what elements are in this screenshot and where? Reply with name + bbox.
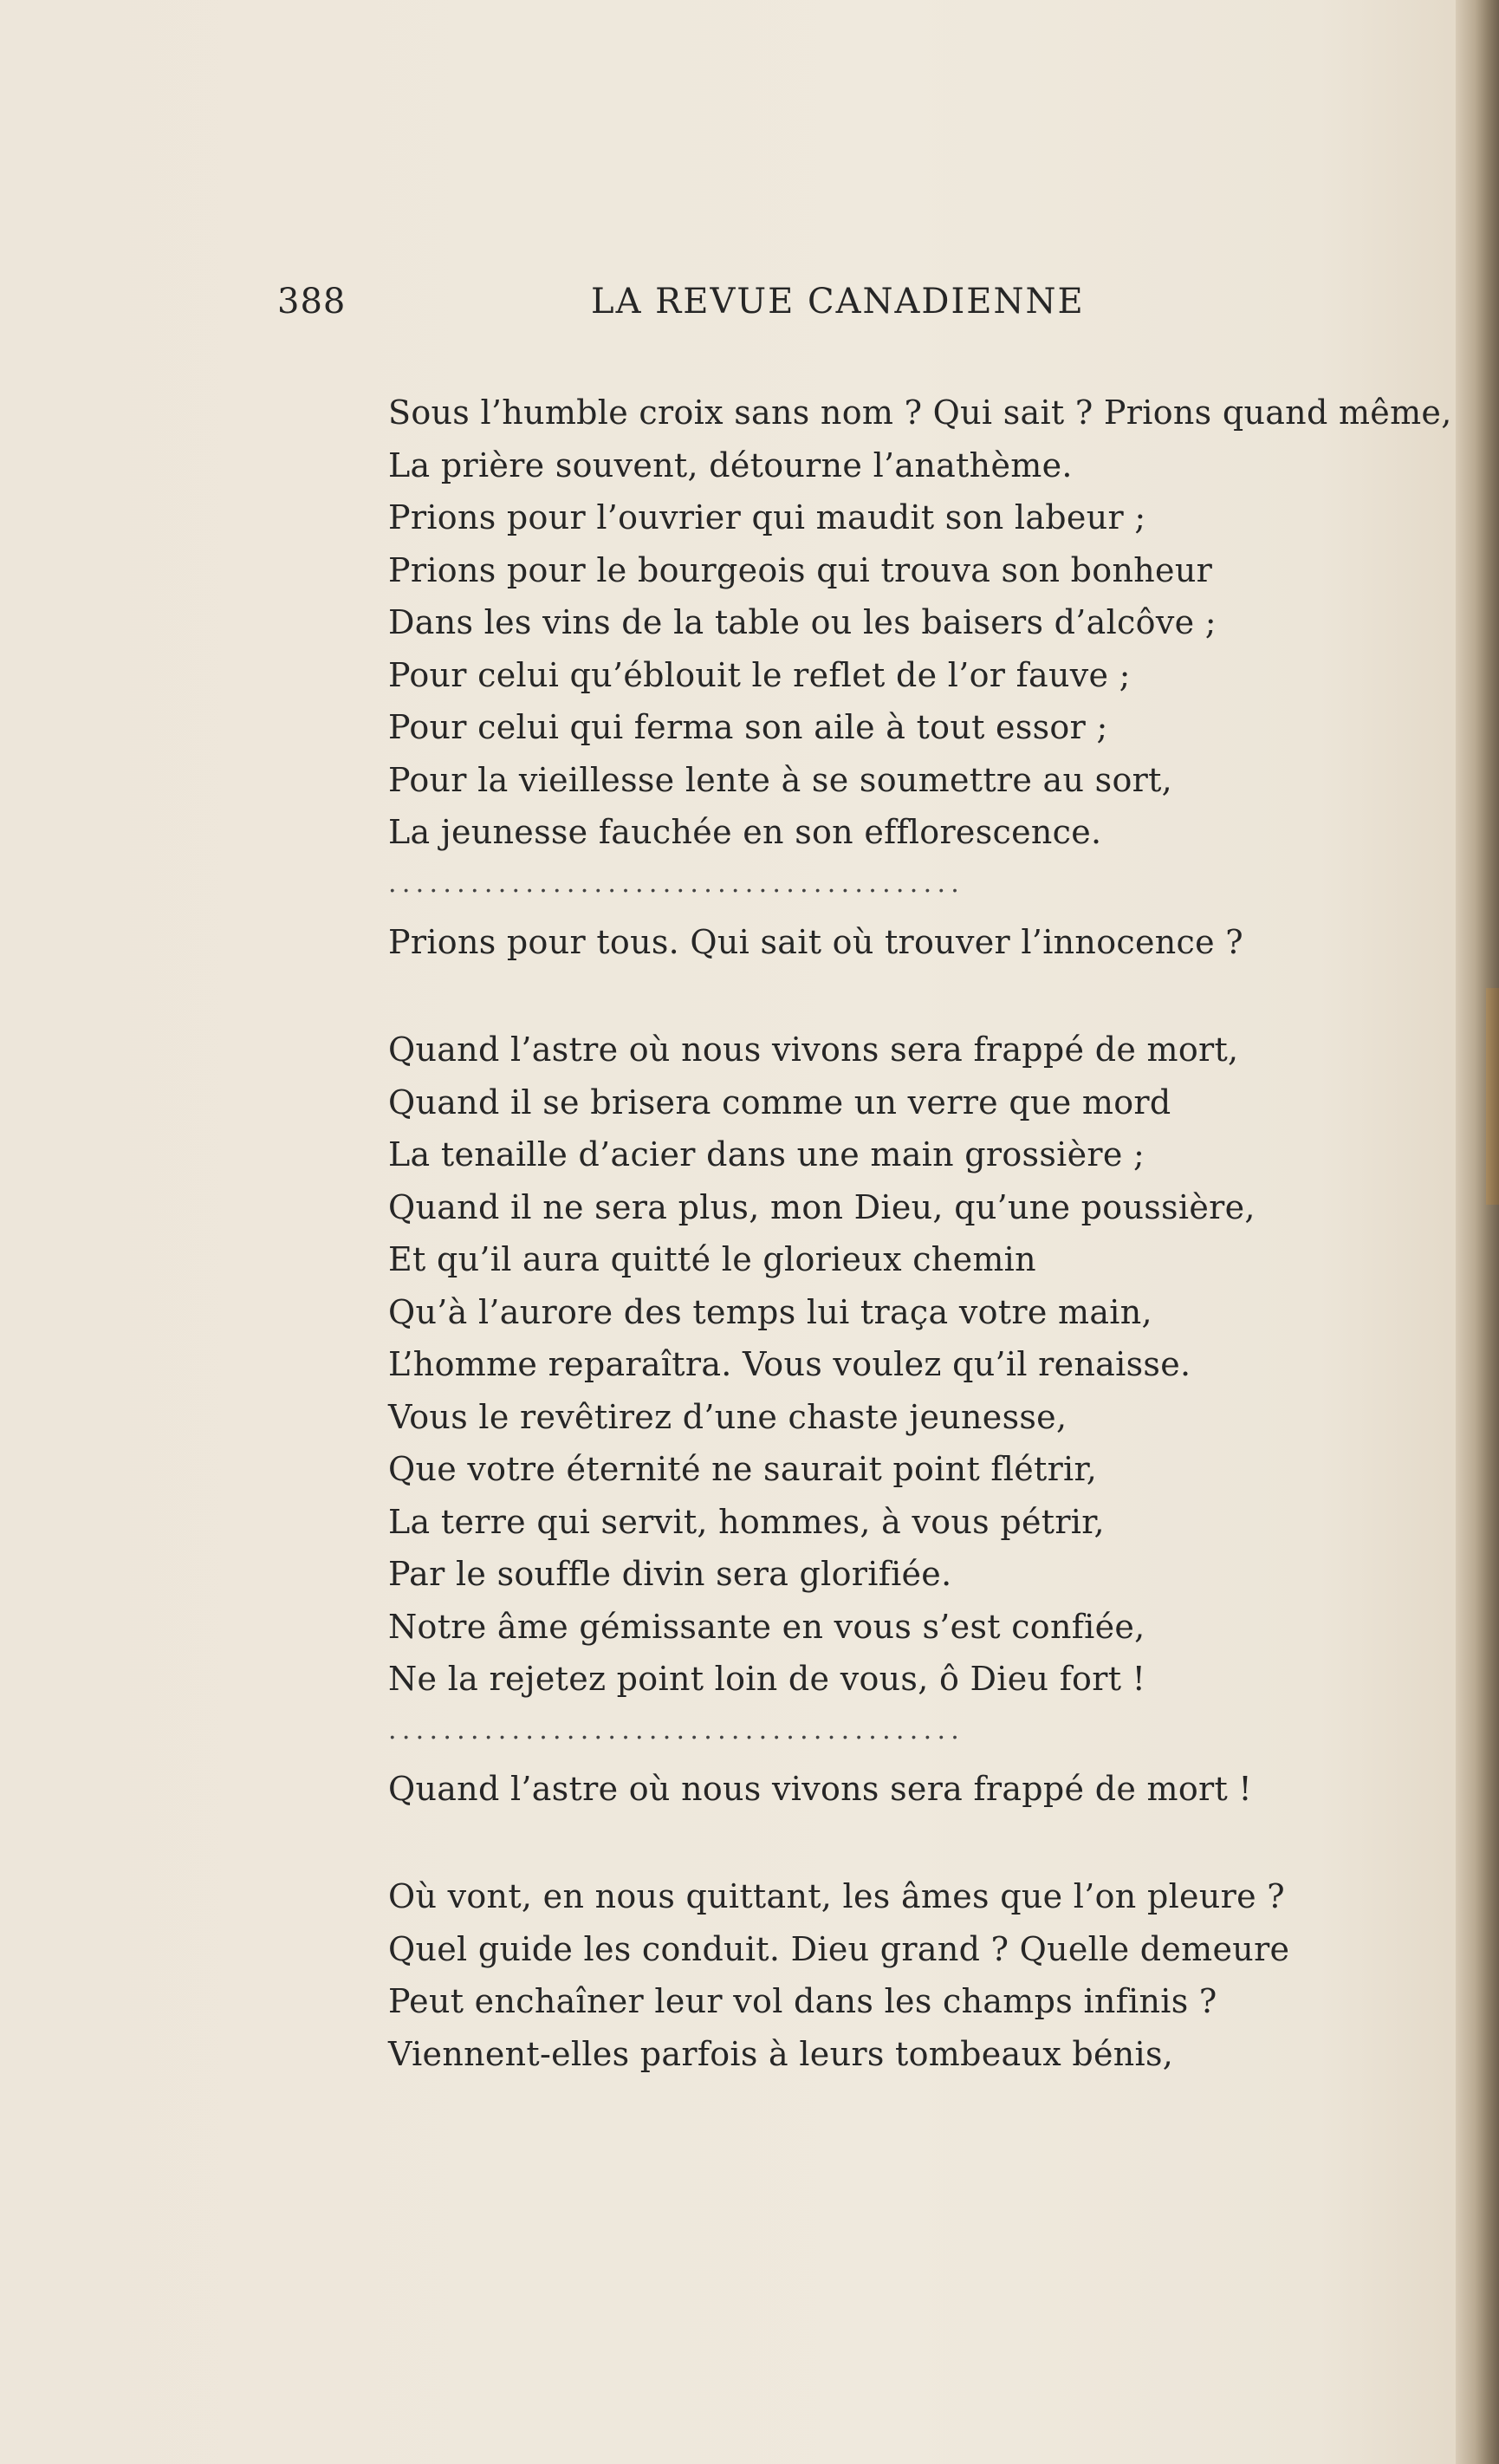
verse-line: La jeunesse fauchée en son efflorescence. xyxy=(388,813,1102,851)
verse-line: Que votre éternité ne saurait point flétrir, xyxy=(388,1450,1098,1488)
verse-line: Sous l’humble croix sans nom ? Qui sait ? Prions quand même, xyxy=(388,393,1452,432)
verse-line: La tenaille d’acier dans une main grossière ; xyxy=(388,1135,1145,1173)
verse-line: Quand il se brisera comme un verre que mord xyxy=(388,1082,1171,1121)
verse-line: Notre âme gémissante en vous s’est confiée, xyxy=(388,1607,1145,1646)
running-title: LA REVUE CANADIENNE xyxy=(591,282,1085,322)
verse-line: Dans les vins de la table ou les baisers d’alcôve ; xyxy=(388,603,1217,641)
verse-line: Quand l’astre où nous vivons sera frappé de mort, xyxy=(388,1030,1239,1069)
verse-line: La prière souvent, détourne l’anathème. xyxy=(388,445,1073,484)
verse-line: Viennent-elles parfois à leurs tombeaux bénis, xyxy=(388,2034,1174,2073)
verse-line: La terre qui servit, hommes, à vous pétrir, xyxy=(388,1502,1105,1541)
verse-line: Quel guide les conduit. Dieu grand ? Quelle demeure xyxy=(388,1929,1290,1968)
verse-line: Quand il ne sera plus, mon Dieu, qu’une poussière, xyxy=(388,1187,1256,1226)
verse-line: Pour la vieillesse lente à se soumettre au sort, xyxy=(388,760,1173,799)
verse-line: Vous le revêtirez d’une chaste jeunesse, xyxy=(388,1397,1067,1436)
verse-line: Prions pour le bourgeois qui trouva son bonheur xyxy=(388,550,1213,589)
page-edge-shadow xyxy=(1456,0,1499,2464)
verse-line: Pour celui qui ferma son aile à tout essor ; xyxy=(388,708,1108,746)
verse-line: Peut enchaîner leur vol dans les champs infinis ? xyxy=(388,1982,1217,2020)
verse-line: Qu’à l’aurore des temps lui traça votre main, xyxy=(388,1292,1152,1331)
refrain-line: Prions pour tous. Qui sait où trouver l’innocence ? xyxy=(388,922,1243,961)
verse-line: Prions pour l’ouvrier qui maudit son labeur ; xyxy=(388,498,1146,536)
verse-line: Et qu’il aura quitté le glorieux chemin xyxy=(388,1240,1036,1278)
verse-line: Par le souffle divin sera glorifiée. xyxy=(388,1555,952,1593)
poem-body xyxy=(388,387,1452,2120)
verse-line: Ne la rejetez point loin de vous, ô Dieu fort ! xyxy=(388,1660,1146,1698)
verse-line: L’homme reparaîtra. Vous voulez qu’il renaisse. xyxy=(388,1345,1191,1383)
ellipsis-divider: .......................................... xyxy=(388,868,965,899)
refrain-line: Quand l’astre où nous vivons sera frappé de mort ! xyxy=(388,1769,1252,1808)
page-number: 388 xyxy=(277,282,347,322)
page-edge-stain xyxy=(1486,988,1499,1205)
page-header xyxy=(277,276,1100,328)
verse-line: Où vont, en nous quittant, les âmes que l’on pleure ? xyxy=(388,1877,1285,1915)
verse-line: Pour celui qu’éblouit le reflet de l’or fauve ; xyxy=(388,655,1131,694)
ellipsis-divider: .......................................... xyxy=(388,1714,965,1746)
